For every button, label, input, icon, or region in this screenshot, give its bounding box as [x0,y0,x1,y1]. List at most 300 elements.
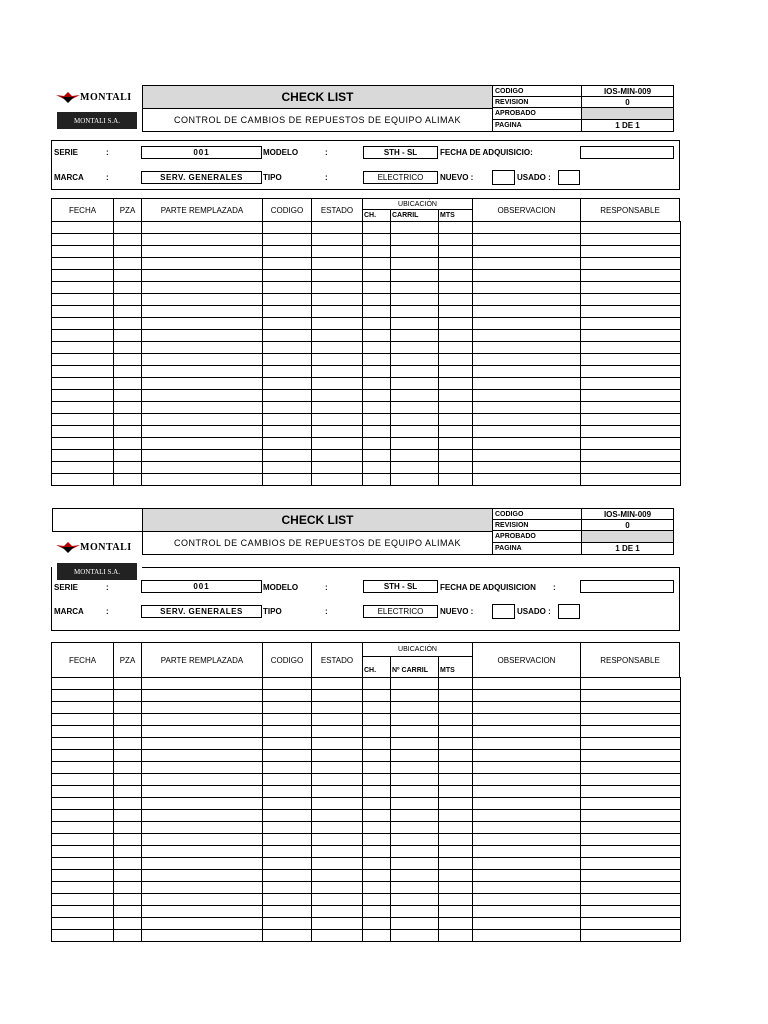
table-cell[interactable] [263,402,312,414]
table-cell[interactable] [142,330,263,342]
table-cell[interactable] [52,294,114,306]
table-cell[interactable] [581,702,681,714]
table-cell[interactable] [473,786,581,798]
table-cell[interactable] [439,270,473,282]
table-cell[interactable] [391,282,439,294]
table-cell[interactable] [391,234,439,246]
table-cell[interactable] [312,774,363,786]
table-cell[interactable] [263,882,312,894]
table-cell[interactable] [142,738,263,750]
table-cell[interactable] [114,762,142,774]
table-cell[interactable] [581,222,681,234]
table-cell[interactable] [363,330,391,342]
table-cell[interactable] [142,798,263,810]
table-cell[interactable] [363,870,391,882]
table-cell[interactable] [114,858,142,870]
table-cell[interactable] [581,330,681,342]
table-cell[interactable] [312,894,363,906]
table-cell[interactable] [263,234,312,246]
table-cell[interactable] [52,342,114,354]
table-cell[interactable] [114,798,142,810]
table-cell[interactable] [142,678,263,690]
table-cell[interactable] [581,378,681,390]
table-cell[interactable] [439,822,473,834]
table-cell[interactable] [312,402,363,414]
table-cell[interactable] [114,846,142,858]
table-cell[interactable] [263,450,312,462]
table-cell[interactable] [581,858,681,870]
table-cell[interactable] [581,690,681,702]
table-cell[interactable] [439,702,473,714]
table-cell[interactable] [363,714,391,726]
table-cell[interactable] [142,354,263,366]
table-cell[interactable] [391,438,439,450]
table-cell[interactable] [473,822,581,834]
table-cell[interactable] [142,258,263,270]
table-cell[interactable] [114,450,142,462]
table-cell[interactable] [52,330,114,342]
table-cell[interactable] [581,846,681,858]
table-cell[interactable] [363,462,391,474]
table-cell[interactable] [473,306,581,318]
table-cell[interactable] [473,246,581,258]
table-cell[interactable] [363,762,391,774]
table-cell[interactable] [581,414,681,426]
table-cell[interactable] [391,318,439,330]
table-cell[interactable] [363,702,391,714]
table-cell[interactable] [363,810,391,822]
table-cell[interactable] [363,306,391,318]
table-cell[interactable] [473,426,581,438]
table-cell[interactable] [312,318,363,330]
table-cell[interactable] [114,750,142,762]
table-cell[interactable] [52,738,114,750]
table-cell[interactable] [473,798,581,810]
table-cell[interactable] [263,798,312,810]
table-cell[interactable] [52,894,114,906]
table-cell[interactable] [52,714,114,726]
table-cell[interactable] [363,858,391,870]
table-cell[interactable] [391,702,439,714]
table-cell[interactable] [363,786,391,798]
table-cell[interactable] [363,318,391,330]
table-cell[interactable] [312,258,363,270]
serie-field[interactable]: 001 [141,580,262,593]
table-cell[interactable] [142,282,263,294]
table-cell[interactable] [114,870,142,882]
table-cell[interactable] [391,270,439,282]
table-cell[interactable] [581,918,681,930]
marca-field[interactable]: SERV. GENERALES [141,605,262,618]
table-cell[interactable] [142,294,263,306]
table-cell[interactable] [312,738,363,750]
table-cell[interactable] [52,234,114,246]
table-cell[interactable] [473,930,581,942]
table-cell[interactable] [473,402,581,414]
table-cell[interactable] [391,426,439,438]
table-cell[interactable] [581,438,681,450]
table-cell[interactable] [581,270,681,282]
table-cell[interactable] [391,306,439,318]
table-cell[interactable] [581,894,681,906]
table-cell[interactable] [473,726,581,738]
table-cell[interactable] [263,258,312,270]
table-cell[interactable] [473,870,581,882]
table-cell[interactable] [391,858,439,870]
table-cell[interactable] [142,270,263,282]
table-cell[interactable] [439,798,473,810]
table-cell[interactable] [142,870,263,882]
table-cell[interactable] [581,726,681,738]
table-cell[interactable] [142,462,263,474]
table-cell[interactable] [363,438,391,450]
table-cell[interactable] [581,738,681,750]
table-cell[interactable] [391,714,439,726]
table-cell[interactable] [312,870,363,882]
table-cell[interactable] [363,414,391,426]
table-cell[interactable] [473,378,581,390]
table-cell[interactable] [114,882,142,894]
table-cell[interactable] [312,762,363,774]
table-cell[interactable] [439,882,473,894]
table-cell[interactable] [263,894,312,906]
table-cell[interactable] [473,810,581,822]
table-cell[interactable] [52,474,114,486]
table-cell[interactable] [312,246,363,258]
table-cell[interactable] [439,690,473,702]
table-cell[interactable] [439,282,473,294]
table-cell[interactable] [312,366,363,378]
table-cell[interactable] [473,330,581,342]
table-cell[interactable] [439,366,473,378]
table-cell[interactable] [439,414,473,426]
table-cell[interactable] [142,834,263,846]
table-cell[interactable] [312,702,363,714]
table-cell[interactable] [439,294,473,306]
table-cell[interactable] [581,834,681,846]
table-cell[interactable] [52,402,114,414]
table-cell[interactable] [473,702,581,714]
table-cell[interactable] [114,690,142,702]
table-cell[interactable] [52,858,114,870]
table-cell[interactable] [52,282,114,294]
table-cell[interactable] [391,414,439,426]
table-cell[interactable] [363,774,391,786]
table-cell[interactable] [263,318,312,330]
table-cell[interactable] [581,714,681,726]
table-cell[interactable] [439,330,473,342]
table-cell[interactable] [581,822,681,834]
table-cell[interactable] [439,450,473,462]
table-cell[interactable] [363,246,391,258]
table-cell[interactable] [52,354,114,366]
table-cell[interactable] [52,930,114,942]
table-cell[interactable] [439,810,473,822]
table-cell[interactable] [263,834,312,846]
table-cell[interactable] [391,870,439,882]
table-cell[interactable] [52,390,114,402]
table-cell[interactable] [391,810,439,822]
table-cell[interactable] [52,774,114,786]
table-cell[interactable] [363,894,391,906]
table-cell[interactable] [581,402,681,414]
table-cell[interactable] [52,246,114,258]
table-cell[interactable] [391,474,439,486]
table-cell[interactable] [439,474,473,486]
table-cell[interactable] [581,306,681,318]
table-cell[interactable] [391,918,439,930]
table-cell[interactable] [52,702,114,714]
table-cell[interactable] [439,678,473,690]
table-cell[interactable] [473,258,581,270]
table-cell[interactable] [473,390,581,402]
table-cell[interactable] [363,690,391,702]
table-cell[interactable] [391,294,439,306]
table-cell[interactable] [581,798,681,810]
table-cell[interactable] [114,414,142,426]
table-cell[interactable] [363,846,391,858]
table-cell[interactable] [391,222,439,234]
table-cell[interactable] [473,750,581,762]
table-cell[interactable] [142,474,263,486]
table-cell[interactable] [263,378,312,390]
table-cell[interactable] [263,846,312,858]
fecha-adquisicion-field[interactable] [580,146,674,159]
table-cell[interactable] [439,846,473,858]
table-cell[interactable] [312,930,363,942]
table-cell[interactable] [263,414,312,426]
table-cell[interactable] [263,306,312,318]
table-cell[interactable] [581,678,681,690]
table-cell[interactable] [391,726,439,738]
table-cell[interactable] [114,258,142,270]
serie-field[interactable]: 001 [141,146,262,159]
table-cell[interactable] [363,474,391,486]
table-cell[interactable] [439,354,473,366]
table-cell[interactable] [263,342,312,354]
table-cell[interactable] [439,726,473,738]
table-cell[interactable] [142,774,263,786]
table-cell[interactable] [473,918,581,930]
table-cell[interactable] [114,918,142,930]
table-cell[interactable] [363,930,391,942]
table-cell[interactable] [114,294,142,306]
table-cell[interactable] [439,342,473,354]
table-cell[interactable] [52,906,114,918]
table-cell[interactable] [312,690,363,702]
table-cell[interactable] [263,426,312,438]
table-cell[interactable] [391,774,439,786]
table-cell[interactable] [312,906,363,918]
table-cell[interactable] [473,354,581,366]
table-cell[interactable] [363,378,391,390]
table-cell[interactable] [581,390,681,402]
table-cell[interactable] [581,906,681,918]
table-cell[interactable] [581,246,681,258]
table-cell[interactable] [263,294,312,306]
table-cell[interactable] [439,906,473,918]
modelo-field[interactable]: STH - SL [363,580,438,593]
table-cell[interactable] [439,858,473,870]
table-cell[interactable] [581,258,681,270]
table-cell[interactable] [142,822,263,834]
table-cell[interactable] [114,462,142,474]
table-cell[interactable] [363,270,391,282]
table-cell[interactable] [312,294,363,306]
table-cell[interactable] [142,390,263,402]
table-cell[interactable] [473,894,581,906]
table-cell[interactable] [263,474,312,486]
table-cell[interactable] [114,438,142,450]
table-cell[interactable] [52,306,114,318]
table-cell[interactable] [52,462,114,474]
table-cell[interactable] [473,738,581,750]
table-cell[interactable] [439,894,473,906]
table-cell[interactable] [114,318,142,330]
table-cell[interactable] [312,450,363,462]
table-cell[interactable] [581,930,681,942]
table-cell[interactable] [439,234,473,246]
table-cell[interactable] [473,858,581,870]
table-cell[interactable] [391,354,439,366]
table-cell[interactable] [312,270,363,282]
usado-checkbox[interactable] [558,170,580,185]
table-cell[interactable] [263,714,312,726]
table-cell[interactable] [142,750,263,762]
table-cell[interactable] [439,738,473,750]
table-cell[interactable] [263,774,312,786]
table-cell[interactable] [142,378,263,390]
table-cell[interactable] [114,246,142,258]
table-cell[interactable] [114,330,142,342]
table-cell[interactable] [142,714,263,726]
table-cell[interactable] [263,246,312,258]
table-cell[interactable] [391,246,439,258]
table-cell[interactable] [263,282,312,294]
table-cell[interactable] [391,678,439,690]
table-cell[interactable] [391,450,439,462]
table-cell[interactable] [391,930,439,942]
table-cell[interactable] [581,282,681,294]
table-cell[interactable] [439,426,473,438]
table-cell[interactable] [363,294,391,306]
table-cell[interactable] [363,354,391,366]
table-cell[interactable] [263,822,312,834]
table-cell[interactable] [142,438,263,450]
table-cell[interactable] [142,450,263,462]
table-cell[interactable] [52,378,114,390]
table-cell[interactable] [363,882,391,894]
table-cell[interactable] [439,918,473,930]
table-cell[interactable] [363,366,391,378]
table-cell[interactable] [142,906,263,918]
tipo-field[interactable]: ELECTRICO [363,605,438,618]
table-cell[interactable] [363,834,391,846]
table-cell[interactable] [363,918,391,930]
table-cell[interactable] [114,894,142,906]
table-cell[interactable] [263,690,312,702]
table-cell[interactable] [142,306,263,318]
table-cell[interactable] [391,846,439,858]
table-cell[interactable] [312,834,363,846]
table-cell[interactable] [581,318,681,330]
table-cell[interactable] [363,678,391,690]
table-cell[interactable] [142,762,263,774]
table-cell[interactable] [363,390,391,402]
table-cell[interactable] [363,798,391,810]
table-cell[interactable] [473,714,581,726]
table-cell[interactable] [114,822,142,834]
table-cell[interactable] [114,402,142,414]
table-cell[interactable] [363,726,391,738]
table-cell[interactable] [312,378,363,390]
table-cell[interactable] [114,234,142,246]
table-cell[interactable] [312,846,363,858]
table-cell[interactable] [114,714,142,726]
table-cell[interactable] [312,726,363,738]
table-cell[interactable] [312,822,363,834]
table-cell[interactable] [312,354,363,366]
table-cell[interactable] [312,810,363,822]
table-cell[interactable] [391,258,439,270]
table-cell[interactable] [391,906,439,918]
table-cell[interactable] [114,786,142,798]
table-cell[interactable] [581,354,681,366]
table-cell[interactable] [391,342,439,354]
table-cell[interactable] [114,834,142,846]
table-cell[interactable] [263,354,312,366]
table-cell[interactable] [52,678,114,690]
table-cell[interactable] [363,426,391,438]
table-cell[interactable] [142,882,263,894]
table-cell[interactable] [439,762,473,774]
table-cell[interactable] [363,342,391,354]
table-cell[interactable] [114,282,142,294]
table-cell[interactable] [391,834,439,846]
table-cell[interactable] [263,870,312,882]
table-cell[interactable] [391,366,439,378]
table-cell[interactable] [439,438,473,450]
table-cell[interactable] [263,930,312,942]
modelo-field[interactable]: STH - SL [363,146,438,159]
table-cell[interactable] [52,750,114,762]
table-cell[interactable] [391,738,439,750]
table-cell[interactable] [581,294,681,306]
table-cell[interactable] [581,462,681,474]
table-cell[interactable] [263,462,312,474]
table-cell[interactable] [263,678,312,690]
table-cell[interactable] [52,270,114,282]
table-cell[interactable] [312,306,363,318]
table-cell[interactable] [142,690,263,702]
table-cell[interactable] [473,318,581,330]
table-cell[interactable] [142,366,263,378]
table-cell[interactable] [391,762,439,774]
table-cell[interactable] [142,318,263,330]
table-cell[interactable] [363,822,391,834]
table-cell[interactable] [52,846,114,858]
table-cell[interactable] [581,810,681,822]
table-cell[interactable] [439,870,473,882]
table-cell[interactable] [52,762,114,774]
table-cell[interactable] [52,222,114,234]
table-cell[interactable] [142,786,263,798]
table-cell[interactable] [114,270,142,282]
table-cell[interactable] [263,738,312,750]
table-cell[interactable] [263,366,312,378]
table-cell[interactable] [473,366,581,378]
table-cell[interactable] [391,894,439,906]
